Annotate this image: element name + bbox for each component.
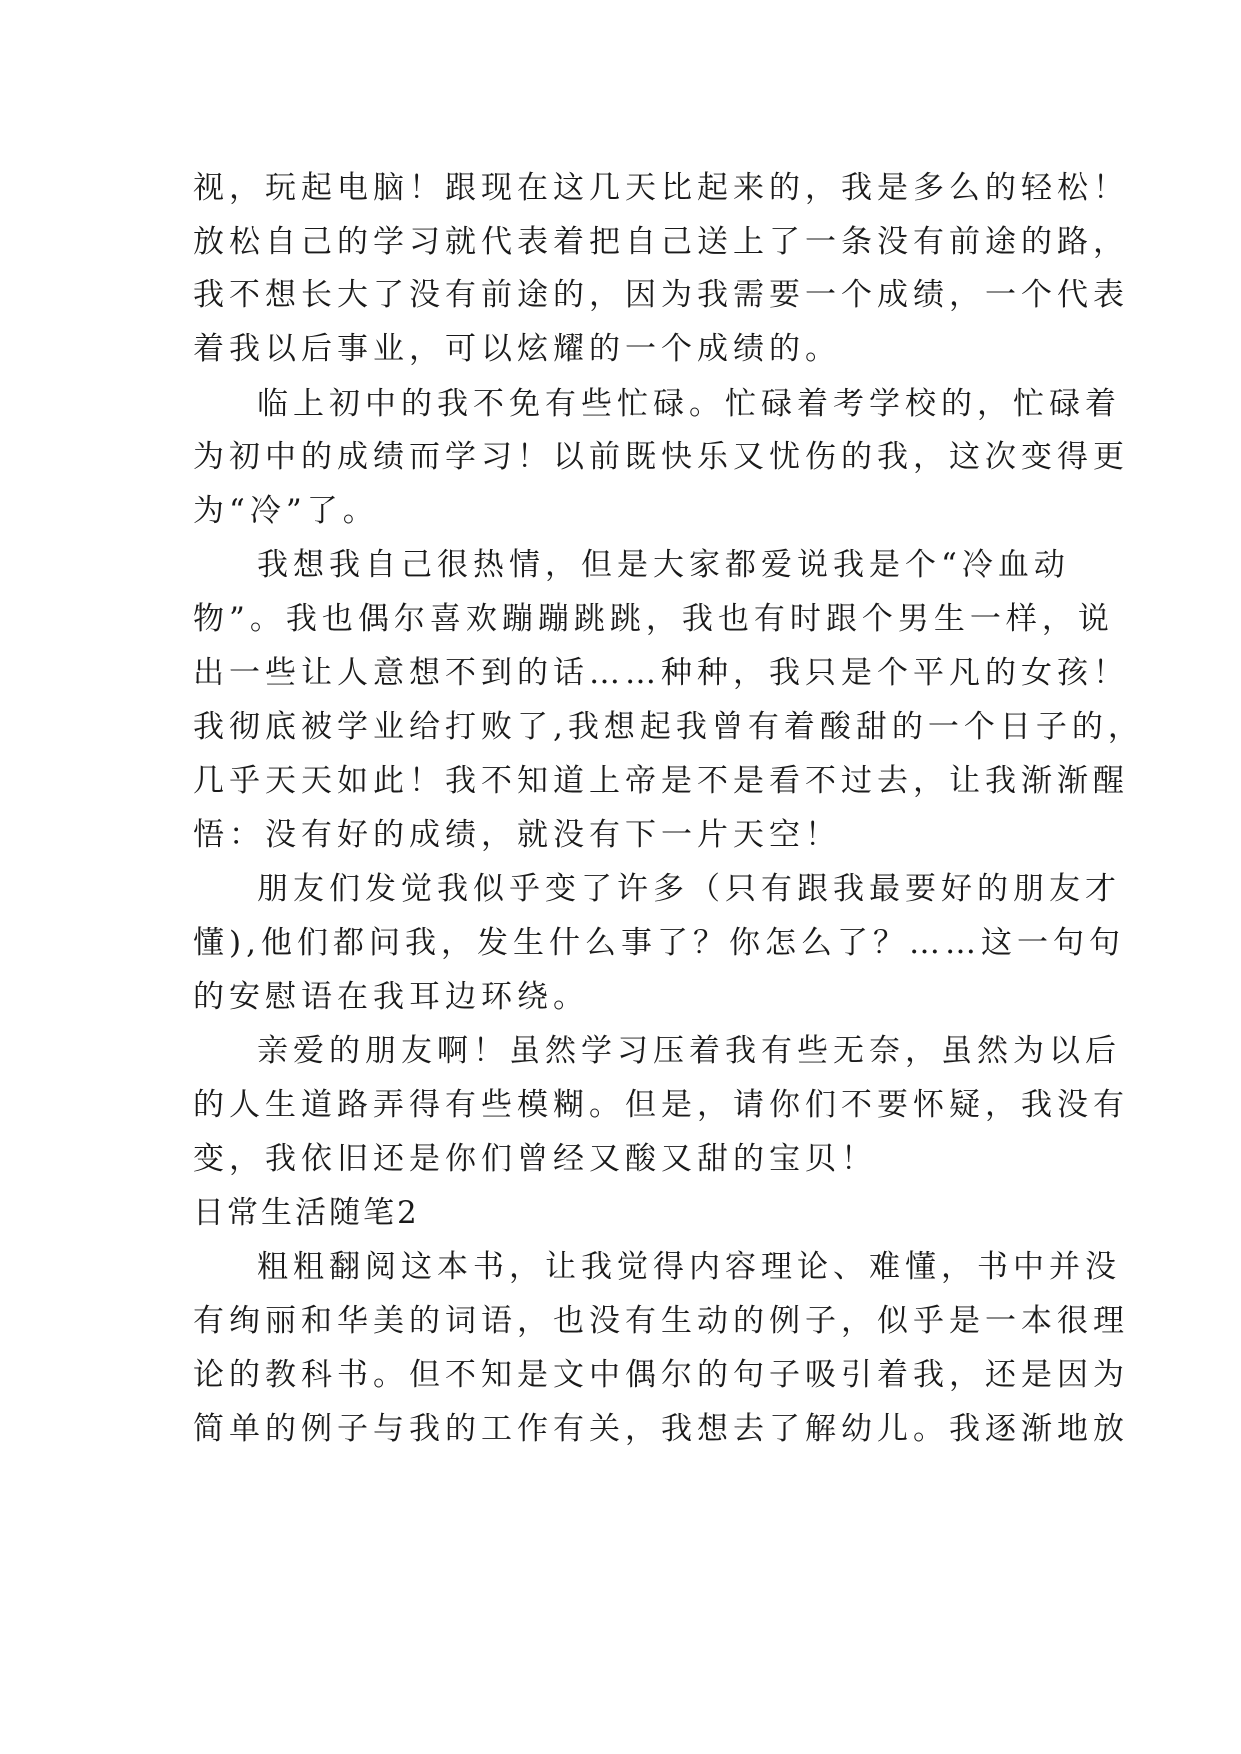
paragraph-5-line-2: 的人生道路弄得有些模糊。但是，请你们不要怀疑，我没有 [193,1087,1129,1123]
paragraph-3-line-2: 物”。我也偶尔喜欢蹦蹦跳跳，我也有时跟个男生一样，说 [193,601,1114,637]
paragraph-1-line-1: 视，玩起电脑！跟现在这几天比起来的，我是多么的轻松！ [193,170,1129,206]
paragraph-1-line-3: 我不想长大了没有前途的，因为我需要一个成绩，一个代表 [193,277,1129,313]
paragraph-2-line-2: 为初中的成绩而学习！以前既快乐又忧伤的我，这次变得更 [193,439,1129,475]
paragraph-3-line-3: 出一些让人意想不到的话……种种，我只是个平凡的女孩！ [193,655,1129,691]
paragraph-4-line-1: 朋友们发觉我似乎变了许多（只有跟我最要好的朋友才 [257,871,1121,907]
section-paragraph-line-4: 简单的例子与我的工作有关，我想去了解幼儿。我逐渐地放 [193,1411,1129,1447]
section-paragraph-line-1: 粗粗翻阅这本书，让我觉得内容理论、难懂，书中并没 [257,1249,1121,1285]
paragraph-5-line-1: 亲爱的朋友啊！虽然学习压着我有些无奈，虽然为以后 [257,1033,1121,1069]
paragraph-1-line-4: 着我以后事业，可以炫耀的一个成绩的。 [193,331,841,367]
paragraph-3-line-1: 我想我自己很热情，但是大家都爱说我是个“冷血动 [257,547,1070,583]
paragraph-3-line-5: 几乎天天如此！我不知道上帝是不是看不过去，让我渐渐醒 [193,763,1129,799]
section-paragraph-line-3: 论的教科书。但不知是文中偶尔的句子吸引着我，还是因为 [193,1357,1129,1393]
paragraph-2-line-1: 临上初中的我不免有些忙碌。忙碌着考学校的，忙碌着 [257,386,1121,422]
paragraph-4-line-3: 的安慰语在我耳边环绕。 [193,979,589,1015]
paragraph-3-line-4: 我彻底被学业给打败了,我想起我曾有着酸甜的一个日子的， [193,709,1144,745]
paragraph-3-line-6: 悟：没有好的成绩，就没有下一片天空！ [193,817,841,853]
paragraph-4-line-2: 懂),他们都问我，发生什么事了？你怎么了？……这一句句 [193,925,1125,961]
section-heading: 日常生活随笔2 [193,1195,420,1231]
paragraph-5-line-3: 变，我依旧还是你们曾经又酸又甜的宝贝！ [193,1141,877,1177]
section-paragraph-line-2: 有绚丽和华美的词语，也没有生动的例子，似乎是一本很理 [193,1303,1129,1339]
paragraph-2-line-3: 为“冷”了。 [193,493,379,529]
paragraph-1-line-2: 放松自己的学习就代表着把自己送上了一条没有前途的路， [193,224,1129,260]
